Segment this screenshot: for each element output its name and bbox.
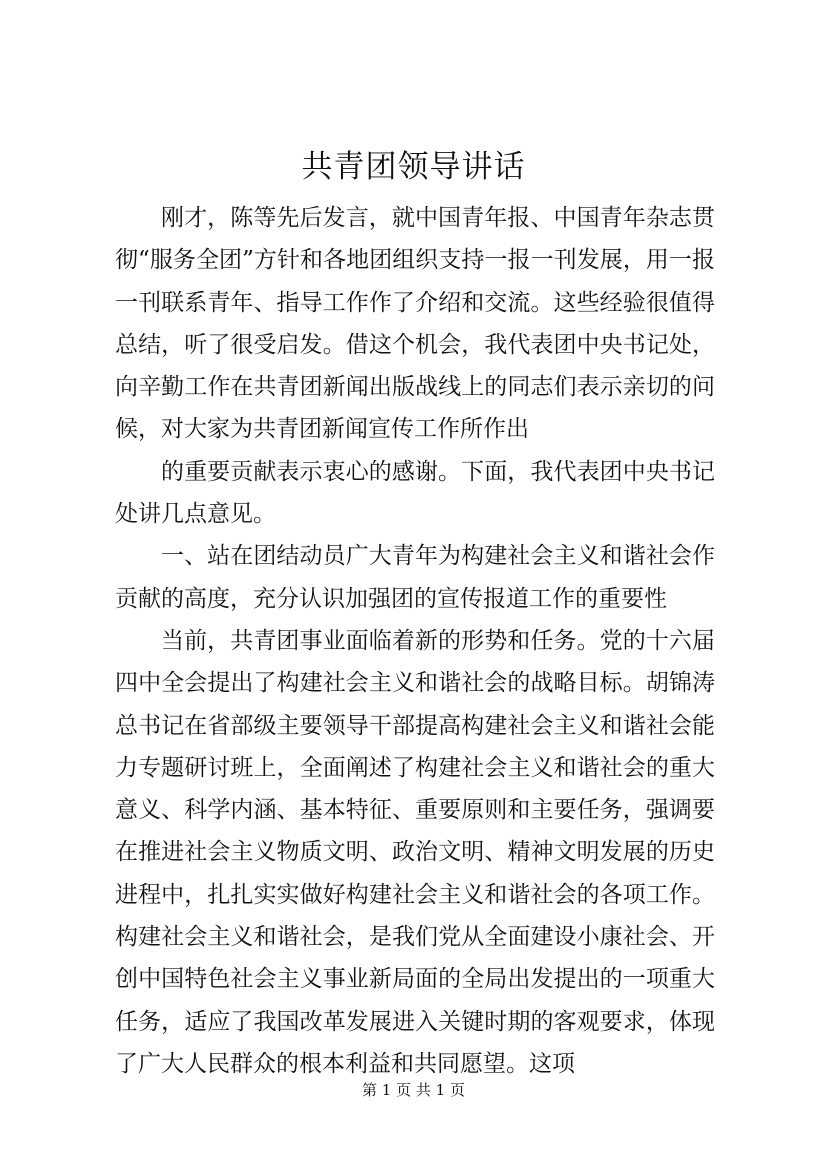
document-title: 共青团领导讲话 <box>301 149 526 185</box>
paragraph-current-situation: 当前，共青团事业面临着新的形势和任务。党的十六届四中全会提出了构建社会主义和谐社会的战略目标。胡锦涛总书记在省部级主要领导干部提高构建社会主义和谐社会能力专题研讨班上，全面阐述了构建社会主义和谐社会的重大意义、科学内涵、基本特征、重要原则和主要任务，强调要在推进社会主义物质文明、政治文明、精神文明发展的历史进程中，扎扎实实做好构建社会主义和谐社会的各项工作。构建社会主义和谐社会，是我们党从全面建设小康社会、开创中国特色社会主义事业新局面的全局出发提出的一项重大任务，适应了我国改革发展进入关键时期的客观要求，体现了广大人民群众的根本利益和共同愿望。这项 <box>115 627 715 1077</box>
paragraph-thanks: 的重要贡献表示衷心的感谢。下面，我代表团中央书记处讲几点意见。 <box>115 458 715 528</box>
paragraph-opening-remarks: 刚才，陈等先后发言，就中国青年报、中国青年杂志贯彻“服务全团”方针和各地团组织支持一报一刊发展，用一报一刊联系青年、指导工作作了介绍和交流。这些经验很值得总结，听了很受启发。借这个机会，我代表团中央书记处，向辛勤工作在共青团新闻出版战线上的同志们表示亲切的问候，对大家为共青团新闻宣传工作所作出 <box>115 205 715 443</box>
paragraph-section-heading-1: 一、站在团结动员广大青年为构建社会主义和谐社会作贡献的高度，充分认识加强团的宣传报道工作的重要性 <box>115 543 715 612</box>
document-body <box>115 197 715 1085</box>
page-number-footer: 第 1 页 共 1 页 <box>362 1081 465 1099</box>
